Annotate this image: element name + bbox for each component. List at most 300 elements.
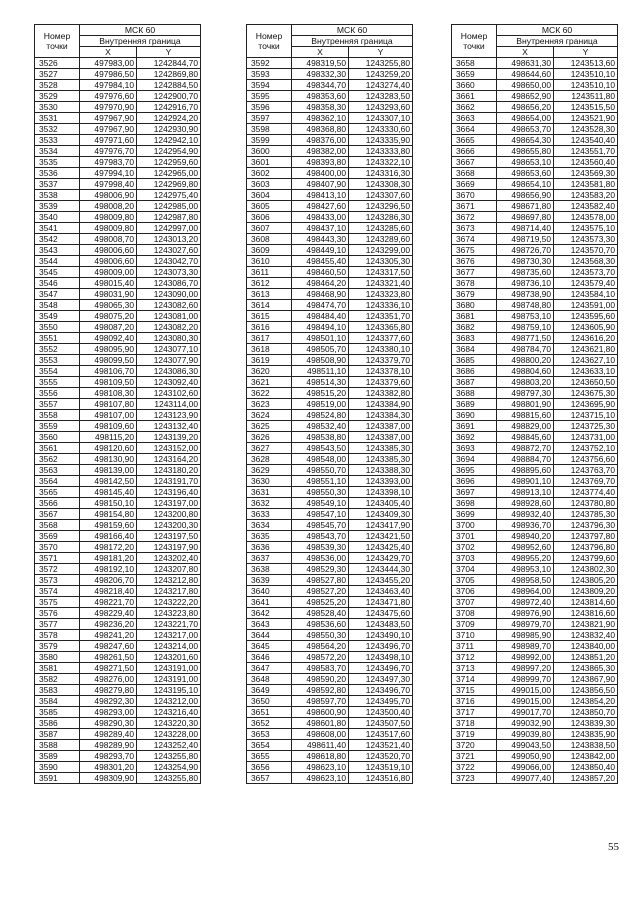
y-coordinate-cell: 1243216,40 bbox=[137, 707, 201, 718]
y-coordinate-cell: 1243857,20 bbox=[554, 773, 618, 784]
point-number-cell: 3596 bbox=[247, 102, 292, 113]
x-coordinate-cell: 498437,10 bbox=[292, 223, 349, 234]
point-number-cell: 3594 bbox=[247, 80, 292, 91]
y-coordinate-cell: 1243774,40 bbox=[554, 487, 618, 498]
point-number-cell: 3549 bbox=[35, 311, 80, 322]
table-row bbox=[452, 168, 618, 179]
point-number-cell: 3694 bbox=[452, 454, 497, 465]
x-coordinate-cell: 498095,90 bbox=[80, 344, 137, 355]
table-row bbox=[35, 190, 201, 201]
point-number-cell: 3631 bbox=[247, 487, 292, 498]
point-number-cell: 3534 bbox=[35, 146, 80, 157]
point-number-cell: 3589 bbox=[35, 751, 80, 762]
table-row bbox=[452, 487, 618, 498]
x-coordinate-cell: 499039,80 bbox=[497, 729, 554, 740]
y-coordinate-cell: 1243865,30 bbox=[554, 663, 618, 674]
point-number-cell: 3636 bbox=[247, 542, 292, 553]
y-coordinate-cell: 1243221,70 bbox=[137, 619, 201, 630]
y-coordinate-cell: 1243164,20 bbox=[137, 454, 201, 465]
x-coordinate-cell: 498276,00 bbox=[80, 674, 137, 685]
table-header bbox=[247, 25, 413, 58]
table-row bbox=[35, 300, 201, 311]
table-row bbox=[452, 91, 618, 102]
x-coordinate-cell: 498895,60 bbox=[497, 465, 554, 476]
table-row bbox=[247, 773, 413, 784]
x-coordinate-cell: 498221,70 bbox=[80, 597, 137, 608]
table-row bbox=[452, 454, 618, 465]
y-coordinate-cell: 1243850,40 bbox=[554, 762, 618, 773]
y-coordinate-cell: 1243796,30 bbox=[554, 520, 618, 531]
y-coordinate-cell: 1243560,40 bbox=[554, 157, 618, 168]
table-row bbox=[247, 102, 413, 113]
point-number-cell: 3687 bbox=[452, 377, 497, 388]
point-number-cell: 3560 bbox=[35, 432, 80, 443]
x-coordinate-cell: 498644,60 bbox=[497, 69, 554, 80]
point-number-cell: 3585 bbox=[35, 707, 80, 718]
table-row bbox=[247, 388, 413, 399]
x-coordinate-cell: 498550,30 bbox=[292, 487, 349, 498]
y-coordinate-cell: 1243752,10 bbox=[554, 443, 618, 454]
x-coordinate-cell: 498803,20 bbox=[497, 377, 554, 388]
table-row bbox=[452, 333, 618, 344]
table-row bbox=[247, 267, 413, 278]
x-coordinate-cell: 498901,10 bbox=[497, 476, 554, 487]
y-coordinate-cell: 1243086,70 bbox=[137, 278, 201, 289]
table-row bbox=[452, 586, 618, 597]
y-coordinate-cell: 1243013,20 bbox=[137, 234, 201, 245]
x-coordinate-cell: 498985,90 bbox=[497, 630, 554, 641]
table-row bbox=[247, 762, 413, 773]
y-coordinate-cell: 1243336,10 bbox=[349, 300, 413, 311]
table-row bbox=[35, 696, 201, 707]
x-coordinate-cell: 498368,80 bbox=[292, 124, 349, 135]
y-coordinate-cell: 1243832,40 bbox=[554, 630, 618, 641]
y-coordinate-cell: 1243322,10 bbox=[349, 157, 413, 168]
table-row bbox=[35, 586, 201, 597]
y-coordinate-cell: 1243317,50 bbox=[349, 267, 413, 278]
y-coordinate-cell: 1243835,90 bbox=[554, 729, 618, 740]
x-coordinate-cell: 498759,10 bbox=[497, 322, 554, 333]
point-number-cell: 3593 bbox=[247, 69, 292, 80]
table-row bbox=[35, 729, 201, 740]
point-number-cell: 3693 bbox=[452, 443, 497, 454]
y-coordinate-cell: 1243259,20 bbox=[349, 69, 413, 80]
x-coordinate-cell: 498109,50 bbox=[80, 377, 137, 388]
table-row bbox=[35, 245, 201, 256]
y-coordinate-cell: 1243255,80 bbox=[349, 58, 413, 69]
point-number-cell: 3699 bbox=[452, 509, 497, 520]
table-row bbox=[452, 762, 618, 773]
y-coordinate-cell: 1243569,30 bbox=[554, 168, 618, 179]
point-number-cell: 3587 bbox=[35, 729, 80, 740]
x-coordinate-cell: 498528,40 bbox=[292, 608, 349, 619]
table-row bbox=[35, 454, 201, 465]
x-coordinate-cell: 498997,20 bbox=[497, 663, 554, 674]
y-coordinate-cell: 1243471,80 bbox=[349, 597, 413, 608]
point-number-cell: 3686 bbox=[452, 366, 497, 377]
x-coordinate-cell: 498145,40 bbox=[80, 487, 137, 498]
table-row bbox=[247, 344, 413, 355]
table-body bbox=[35, 58, 201, 784]
y-coordinate-cell: 1243516,80 bbox=[349, 773, 413, 784]
point-number-cell: 3570 bbox=[35, 542, 80, 553]
table-row bbox=[452, 630, 618, 641]
y-coordinate-cell: 1243409,30 bbox=[349, 509, 413, 520]
point-number-cell: 3667 bbox=[452, 157, 497, 168]
x-coordinate-cell: 498536,60 bbox=[292, 619, 349, 630]
point-number-cell: 3643 bbox=[247, 619, 292, 630]
table-row bbox=[452, 300, 618, 311]
table-row bbox=[247, 575, 413, 586]
x-coordinate-cell: 498601,80 bbox=[292, 718, 349, 729]
x-coordinate-cell: 498484,40 bbox=[292, 311, 349, 322]
x-coordinate-cell: 498536,00 bbox=[292, 553, 349, 564]
point-number-cell: 3595 bbox=[247, 91, 292, 102]
x-coordinate-cell: 498989,70 bbox=[497, 641, 554, 652]
x-coordinate-cell: 498108,30 bbox=[80, 388, 137, 399]
x-coordinate-cell: 498505,70 bbox=[292, 344, 349, 355]
point-number-cell: 3536 bbox=[35, 168, 80, 179]
point-number-cell: 3552 bbox=[35, 344, 80, 355]
table-row bbox=[247, 586, 413, 597]
y-coordinate-cell: 1242924,20 bbox=[137, 113, 201, 124]
table-row bbox=[247, 652, 413, 663]
y-coordinate-cell: 1243838,50 bbox=[554, 740, 618, 751]
x-coordinate-cell: 498738,90 bbox=[497, 289, 554, 300]
point-number-cell: 3588 bbox=[35, 740, 80, 751]
y-coordinate-cell: 1243214,00 bbox=[137, 641, 201, 652]
table-row bbox=[35, 652, 201, 663]
x-coordinate-cell: 498955,20 bbox=[497, 553, 554, 564]
x-coordinate-cell: 498120,60 bbox=[80, 443, 137, 454]
y-coordinate-cell: 1243200,30 bbox=[137, 520, 201, 531]
y-coordinate-cell: 1243293,60 bbox=[349, 102, 413, 113]
y-coordinate-cell: 1242959,60 bbox=[137, 157, 201, 168]
y-coordinate-cell: 1243191,00 bbox=[137, 674, 201, 685]
point-number-cell: 3633 bbox=[247, 509, 292, 520]
x-coordinate-cell: 497998,40 bbox=[80, 179, 137, 190]
point-number-cell: 3700 bbox=[452, 520, 497, 531]
x-coordinate-cell: 497970,90 bbox=[80, 102, 137, 113]
y-coordinate-cell: 1243633,10 bbox=[554, 366, 618, 377]
x-coordinate-cell: 498697,80 bbox=[497, 212, 554, 223]
point-number-cell: 3609 bbox=[247, 245, 292, 256]
y-coordinate-cell: 1243839,30 bbox=[554, 718, 618, 729]
point-number-cell: 3677 bbox=[452, 267, 497, 278]
table-row bbox=[35, 289, 201, 300]
point-number-cell: 3709 bbox=[452, 619, 497, 630]
table-row bbox=[247, 311, 413, 322]
point-number-cell: 3654 bbox=[247, 740, 292, 751]
x-coordinate-cell: 499015,00 bbox=[497, 696, 554, 707]
table-row bbox=[35, 212, 201, 223]
x-coordinate-cell: 498006,60 bbox=[80, 256, 137, 267]
y-coordinate-cell: 1242930,90 bbox=[137, 124, 201, 135]
table-row bbox=[452, 542, 618, 553]
x-coordinate-cell: 498611,40 bbox=[292, 740, 349, 751]
y-coordinate-cell: 1243385,30 bbox=[349, 454, 413, 465]
table-row bbox=[452, 190, 618, 201]
y-coordinate-cell: 1243785,30 bbox=[554, 509, 618, 520]
x-coordinate-cell: 498524,80 bbox=[292, 410, 349, 421]
boundary-header: Внутренняя граница bbox=[292, 36, 413, 47]
x-coordinate-cell: 498654,10 bbox=[497, 179, 554, 190]
point-number-cell: 3591 bbox=[35, 773, 80, 784]
point-number-cell: 3628 bbox=[247, 454, 292, 465]
boundary-header: Внутренняя граница bbox=[497, 36, 618, 47]
point-number-cell: 3606 bbox=[247, 212, 292, 223]
y-coordinate-cell: 1243042,70 bbox=[137, 256, 201, 267]
y-coordinate-cell: 1243299,00 bbox=[349, 245, 413, 256]
x-coordinate-cell: 498400,00 bbox=[292, 168, 349, 179]
y-coordinate-cell: 1243551,70 bbox=[554, 146, 618, 157]
point-number-cell: 3553 bbox=[35, 355, 80, 366]
point-number-cell: 3703 bbox=[452, 553, 497, 564]
y-coordinate-cell: 1243605,90 bbox=[554, 322, 618, 333]
y-coordinate-cell: 1243856,50 bbox=[554, 685, 618, 696]
point-number-cell: 3598 bbox=[247, 124, 292, 135]
point-number-cell: 3543 bbox=[35, 245, 80, 256]
boundary-header: Внутренняя граница bbox=[80, 36, 201, 47]
x-coordinate-cell: 498872,70 bbox=[497, 443, 554, 454]
y-coordinate-cell: 1243575,10 bbox=[554, 223, 618, 234]
point-number-cell: 3652 bbox=[247, 718, 292, 729]
point-number-cell: 3580 bbox=[35, 652, 80, 663]
x-coordinate-cell: 498650,00 bbox=[497, 80, 554, 91]
table-row bbox=[35, 597, 201, 608]
x-coordinate-cell: 498319,50 bbox=[292, 58, 349, 69]
point-number-cell: 3719 bbox=[452, 729, 497, 740]
x-coordinate-cell: 498652,90 bbox=[497, 91, 554, 102]
table-row bbox=[247, 399, 413, 410]
x-coordinate-cell: 498936,70 bbox=[497, 520, 554, 531]
table-row bbox=[452, 729, 618, 740]
x-coordinate-cell: 498261,50 bbox=[80, 652, 137, 663]
point-number-header: Номер точки bbox=[452, 25, 497, 58]
x-coordinate-cell: 498142,50 bbox=[80, 476, 137, 487]
point-number-cell: 3571 bbox=[35, 553, 80, 564]
table-row bbox=[247, 663, 413, 674]
point-number-cell: 3541 bbox=[35, 223, 80, 234]
y-coordinate-cell: 1243082,20 bbox=[137, 322, 201, 333]
x-coordinate-cell: 498241,20 bbox=[80, 630, 137, 641]
x-header: X bbox=[497, 47, 554, 58]
point-number-header: Номер точки bbox=[247, 25, 292, 58]
x-coordinate-cell: 499015,00 bbox=[497, 685, 554, 696]
x-coordinate-cell: 498008,20 bbox=[80, 201, 137, 212]
point-number-cell: 3673 bbox=[452, 223, 497, 234]
table-row bbox=[452, 564, 618, 575]
y-coordinate-cell: 1242916,70 bbox=[137, 102, 201, 113]
table-row bbox=[247, 608, 413, 619]
y-coordinate-cell: 1243802,30 bbox=[554, 564, 618, 575]
x-coordinate-cell: 498006,60 bbox=[80, 245, 137, 256]
x-coordinate-cell: 498735,60 bbox=[497, 267, 554, 278]
x-coordinate-cell: 498623,10 bbox=[292, 773, 349, 784]
x-coordinate-cell: 498154,80 bbox=[80, 509, 137, 520]
table-row bbox=[35, 641, 201, 652]
y-coordinate-cell: 1243816,60 bbox=[554, 608, 618, 619]
point-number-cell: 3690 bbox=[452, 410, 497, 421]
y-coordinate-cell: 1243077,90 bbox=[137, 355, 201, 366]
table-row bbox=[452, 575, 618, 586]
table-row bbox=[35, 410, 201, 421]
point-number-cell: 3634 bbox=[247, 520, 292, 531]
point-number-cell: 3531 bbox=[35, 113, 80, 124]
point-number-cell: 3540 bbox=[35, 212, 80, 223]
point-number-cell: 3574 bbox=[35, 586, 80, 597]
table-row bbox=[452, 58, 618, 69]
y-coordinate-cell: 1243425,40 bbox=[349, 542, 413, 553]
table-row bbox=[247, 91, 413, 102]
point-number-cell: 3528 bbox=[35, 80, 80, 91]
point-number-cell: 3575 bbox=[35, 597, 80, 608]
point-number-cell: 3645 bbox=[247, 641, 292, 652]
y-coordinate-cell: 1243497,30 bbox=[349, 674, 413, 685]
x-coordinate-cell: 498653,60 bbox=[497, 168, 554, 179]
x-coordinate-cell: 498290,30 bbox=[80, 718, 137, 729]
point-number-cell: 3557 bbox=[35, 399, 80, 410]
x-coordinate-cell: 498092,40 bbox=[80, 333, 137, 344]
x-coordinate-cell: 498501,10 bbox=[292, 333, 349, 344]
x-coordinate-cell: 498538,80 bbox=[292, 432, 349, 443]
point-number-cell: 3650 bbox=[247, 696, 292, 707]
x-coordinate-cell: 498548,00 bbox=[292, 454, 349, 465]
table-row bbox=[247, 289, 413, 300]
x-header: X bbox=[292, 47, 349, 58]
x-coordinate-cell: 498550,70 bbox=[292, 465, 349, 476]
y-coordinate-cell: 1242954,90 bbox=[137, 146, 201, 157]
x-coordinate-cell: 497971,60 bbox=[80, 135, 137, 146]
point-number-cell: 3648 bbox=[247, 674, 292, 685]
table-row bbox=[247, 245, 413, 256]
y-coordinate-cell: 1243675,30 bbox=[554, 388, 618, 399]
x-coordinate-cell: 498932,40 bbox=[497, 509, 554, 520]
point-number-cell: 3651 bbox=[247, 707, 292, 718]
x-coordinate-cell: 498009,00 bbox=[80, 267, 137, 278]
point-number-cell: 3603 bbox=[247, 179, 292, 190]
table-row bbox=[452, 498, 618, 509]
x-coordinate-cell: 498443,30 bbox=[292, 234, 349, 245]
table-row bbox=[35, 509, 201, 520]
y-coordinate-cell: 1243398,10 bbox=[349, 487, 413, 498]
point-number-cell: 3568 bbox=[35, 520, 80, 531]
table-row bbox=[452, 355, 618, 366]
x-coordinate-cell: 499043,50 bbox=[497, 740, 554, 751]
point-number-cell: 3604 bbox=[247, 190, 292, 201]
point-number-cell: 3556 bbox=[35, 388, 80, 399]
x-coordinate-cell: 498543,50 bbox=[292, 443, 349, 454]
table-row bbox=[247, 410, 413, 421]
point-number-cell: 3720 bbox=[452, 740, 497, 751]
y-coordinate-cell: 1243027,60 bbox=[137, 245, 201, 256]
table-row bbox=[247, 498, 413, 509]
table-row bbox=[452, 619, 618, 630]
table-row bbox=[247, 751, 413, 762]
table-row bbox=[452, 399, 618, 410]
y-coordinate-cell: 1243307,60 bbox=[349, 190, 413, 201]
y-coordinate-cell: 1243197,50 bbox=[137, 531, 201, 542]
point-number-cell: 3621 bbox=[247, 377, 292, 388]
table-row bbox=[452, 322, 618, 333]
x-coordinate-cell: 498545,70 bbox=[292, 520, 349, 531]
table-row bbox=[452, 685, 618, 696]
point-number-cell: 3527 bbox=[35, 69, 80, 80]
y-coordinate-cell: 1243073,30 bbox=[137, 267, 201, 278]
x-coordinate-cell: 498726,70 bbox=[497, 245, 554, 256]
x-coordinate-cell: 498952,60 bbox=[497, 542, 554, 553]
x-coordinate-cell: 498075,20 bbox=[80, 311, 137, 322]
table-row bbox=[35, 575, 201, 586]
point-number-cell: 3702 bbox=[452, 542, 497, 553]
x-coordinate-cell: 498532,40 bbox=[292, 421, 349, 432]
y-coordinate-cell: 1243515,50 bbox=[554, 102, 618, 113]
y-coordinate-cell: 1243139,20 bbox=[137, 432, 201, 443]
point-number-cell: 3623 bbox=[247, 399, 292, 410]
x-coordinate-cell: 498065,30 bbox=[80, 300, 137, 311]
point-number-cell: 3647 bbox=[247, 663, 292, 674]
x-coordinate-cell: 498206,70 bbox=[80, 575, 137, 586]
x-coordinate-cell: 498623,10 bbox=[292, 762, 349, 773]
x-coordinate-cell: 498358,30 bbox=[292, 102, 349, 113]
y-coordinate-cell: 1243286,30 bbox=[349, 212, 413, 223]
y-coordinate-cell: 1243568,30 bbox=[554, 256, 618, 267]
point-number-cell: 3644 bbox=[247, 630, 292, 641]
point-number-cell: 3678 bbox=[452, 278, 497, 289]
y-coordinate-cell: 1243731,00 bbox=[554, 432, 618, 443]
table-row bbox=[247, 509, 413, 520]
x-coordinate-cell: 498353,60 bbox=[292, 91, 349, 102]
y-coordinate-cell: 1243850,70 bbox=[554, 707, 618, 718]
point-number-cell: 3672 bbox=[452, 212, 497, 223]
coordinate-system-header: МСК 60 bbox=[80, 25, 201, 36]
point-number-cell: 3619 bbox=[247, 355, 292, 366]
table-row bbox=[247, 333, 413, 344]
table-row bbox=[35, 718, 201, 729]
y-coordinate-cell: 1243842,00 bbox=[554, 751, 618, 762]
table-row bbox=[35, 674, 201, 685]
point-number-cell: 3578 bbox=[35, 630, 80, 641]
point-number-cell: 3688 bbox=[452, 388, 497, 399]
y-coordinate-cell: 1243228,00 bbox=[137, 729, 201, 740]
x-coordinate-cell: 499066,00 bbox=[497, 762, 554, 773]
x-coordinate-cell: 498301,20 bbox=[80, 762, 137, 773]
point-number-cell: 3669 bbox=[452, 179, 497, 190]
point-number-cell: 3696 bbox=[452, 476, 497, 487]
table-row bbox=[247, 124, 413, 135]
table-row bbox=[247, 223, 413, 234]
table-row bbox=[452, 421, 618, 432]
y-coordinate-cell: 1243573,30 bbox=[554, 234, 618, 245]
table-row bbox=[452, 751, 618, 762]
point-number-cell: 3579 bbox=[35, 641, 80, 652]
table-row bbox=[247, 179, 413, 190]
table-row bbox=[247, 740, 413, 751]
x-coordinate-cell: 498332,30 bbox=[292, 69, 349, 80]
y-coordinate-cell: 1243274,40 bbox=[349, 80, 413, 91]
table-row bbox=[35, 322, 201, 333]
x-coordinate-cell: 498972,40 bbox=[497, 597, 554, 608]
point-number-cell: 3554 bbox=[35, 366, 80, 377]
point-number-cell: 3576 bbox=[35, 608, 80, 619]
y-coordinate-cell: 1243498,10 bbox=[349, 652, 413, 663]
point-number-cell: 3629 bbox=[247, 465, 292, 476]
x-coordinate-cell: 498539,30 bbox=[292, 542, 349, 553]
y-coordinate-cell: 1243123,90 bbox=[137, 410, 201, 421]
x-coordinate-cell: 498953,10 bbox=[497, 564, 554, 575]
x-coordinate-cell: 498964,00 bbox=[497, 586, 554, 597]
y-coordinate-cell: 1243809,20 bbox=[554, 586, 618, 597]
